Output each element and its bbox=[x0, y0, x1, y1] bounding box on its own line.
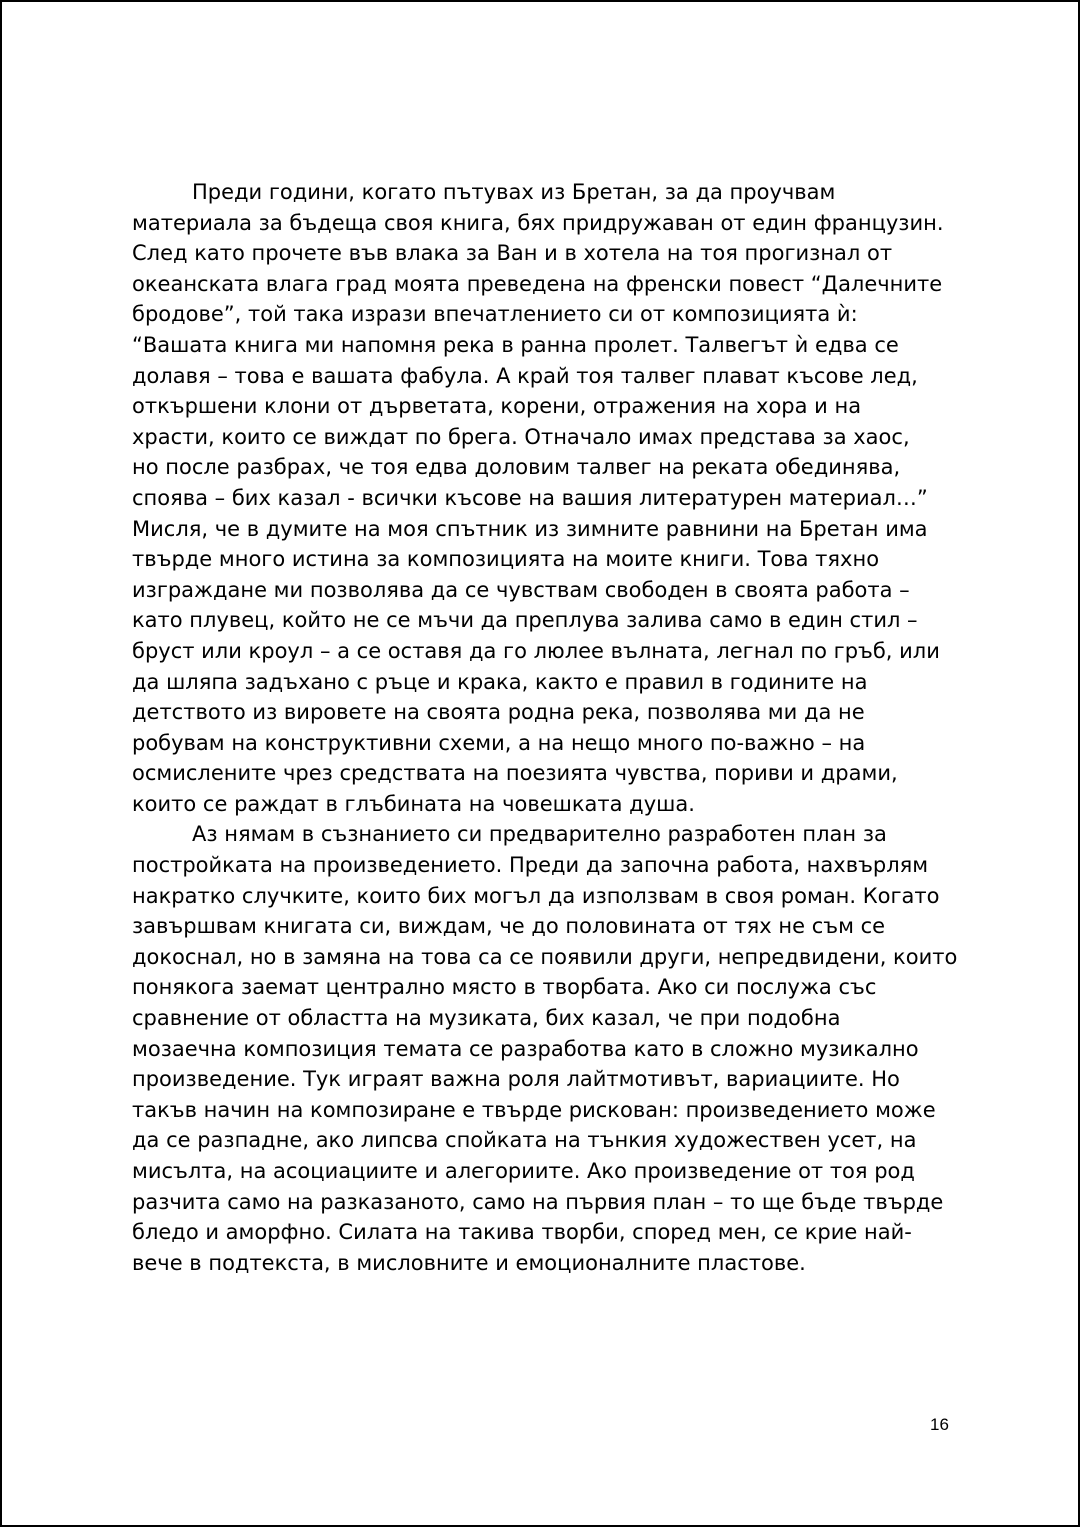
paragraph bbox=[132, 177, 962, 819]
paragraph-line: спoява – бих казал - всички късове на вашия литературен материал…” bbox=[132, 485, 928, 510]
paragraph-line: да се разпадне, ако липсва спойката на тънкия художествен усет, на bbox=[132, 1128, 917, 1153]
paragraph-line: като плувец, който не се мъчи да преплува залива само в един стил – bbox=[132, 608, 918, 633]
paragraph-line: разчита само на разказаното, само на първия план – то ще бъде твърде bbox=[132, 1189, 944, 1214]
paragraph-line: накратко случките, които бих могъл да използвам в своя роман. Когато bbox=[132, 883, 940, 908]
paragraph-line: детството из вировете на своята родна река, позволява ми да не bbox=[132, 700, 865, 725]
paragraph-line: мисълта, на асоциациите и алегориите. Ако произведение от тоя род bbox=[132, 1159, 915, 1183]
paragraph-line: океанската влага град моята преведена на френски повест “Далечните bbox=[132, 271, 943, 296]
paragraph-line: такъв начин на композиране е твърде рискован: произведението може bbox=[132, 1097, 936, 1122]
paragraph-line: робувам на конструктивни схеми, а на нещо много по-важно – на bbox=[132, 730, 866, 755]
paragraph-line: сравнение от областта на музиката, бих казал, че при подобна bbox=[132, 1006, 841, 1031]
paragraph-line: откършени клони от дърветата, корени, отражения на хора и на bbox=[132, 394, 862, 419]
paragraph-line: храсти, които се виждат по брега. Отначало имах представа за хаос, bbox=[132, 424, 910, 449]
paragraph-line: осмислените чрез средствата на поезията чувства, пориви и драми, bbox=[132, 761, 898, 786]
paragraph-line: Преди години, когато пътувах из Бретан, за да проучвам bbox=[192, 180, 836, 204]
paragraph-line: бруст или кроул – а се оставя да го люлее вълната, легнал по гръб, или bbox=[132, 638, 940, 663]
paragraph-line: вече в подтекста, в мисловните и емоционалните пластове. bbox=[132, 1250, 806, 1275]
body-text bbox=[132, 177, 962, 1278]
paragraph-line: Мисля, че в думите на моя спътник из зимните равнини на Бретан има bbox=[132, 516, 928, 541]
paragraph-line: долавя – това е вашата фабула. А край тоя талвег плават късове лед, bbox=[132, 363, 918, 388]
paragraph-line: изграждане ми позволява да се чувствам свободен в своята работа – bbox=[132, 577, 910, 602]
paragraph-line: мозаечна композиция темата се разработва като в сложно музикално bbox=[132, 1036, 919, 1061]
paragraph-line: “Вашата книга ми напомня река в ранна пролет. Талвегът ѝ едва се bbox=[132, 332, 899, 357]
paragraph-line: които се раждат в глъбината на човешката душа. bbox=[132, 791, 695, 816]
paragraph-line: да шляпа задъхано с ръце и крака, както е правил в годините на bbox=[132, 669, 868, 694]
paragraph-line: понякога заемат централно място в творбата. Ако си послужа със bbox=[132, 975, 877, 1000]
paragraph bbox=[132, 819, 962, 1278]
paragraph-line: Аз нямам в съзнанието си предварително разработен план за bbox=[192, 822, 887, 847]
paragraph-line: бродове”, той така изрази впечатлението си от композицията ѝ: bbox=[132, 302, 858, 327]
page-number: 16 bbox=[930, 1415, 949, 1434]
paragraph-line: материала за бъдеща своя книга, бях придружаван от един французин. bbox=[132, 210, 944, 235]
paragraph-line: След като прочете във влака за Ван и в хотела на тоя прогизнал от bbox=[132, 241, 893, 266]
paragraph-line: постройката на произведението. Преди да започна работа, нахвърлям bbox=[132, 853, 929, 878]
paragraph-line: твърде много истина за композицията на моите книги. Това тяхно bbox=[132, 547, 880, 572]
paragraph-line: бледо и аморфно. Силата на такива творби, според мен, се крие най- bbox=[132, 1220, 912, 1245]
paragraph-line: но после разбрах, че тоя едва доловим талвег на реката обединява, bbox=[132, 455, 901, 480]
paragraph-line: завършвам книгата си, виждам, че до половината от тях не съм се bbox=[132, 914, 886, 939]
paragraph-line: произведение. Тук играят важна роля лайтмотивът, вариациите. Но bbox=[132, 1067, 900, 1092]
paragraph-line: докоснал, но в замяна на това са се появили други, непредвидени, които bbox=[132, 944, 958, 969]
